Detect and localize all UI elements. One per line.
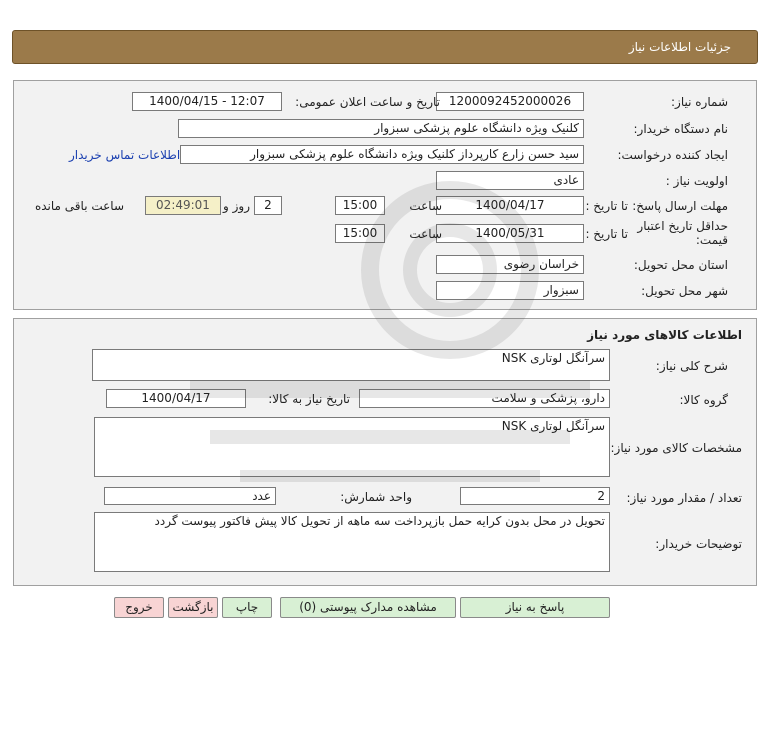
price-validity-label-2: قیمت: [695,233,728,247]
unit-label: واحد شمارش: [340,490,412,504]
days-remaining-field: 2 [254,196,282,215]
reply-deadline-label: مهلت ارسال پاسخ: [632,199,728,213]
goods-group-label: گروه کالا: [679,393,728,407]
validity-time-field: 15:00 [335,224,385,243]
city-field: سبزوار [436,281,584,300]
reply-date-field: 1400/04/17 [436,196,584,215]
remaining-time-field: 02:49:01 [145,196,221,215]
price-validity-label-1: حداقل تاریخ اعتبار [637,219,728,233]
unit-field: عدد [104,487,276,505]
province-label: استان محل تحویل: [633,258,728,272]
reply-time-label: ساعت [409,199,442,213]
requester-field: سید حسن زارع کارپرداز کلنیک ویژه دانشگاه علوم پزشکی سبزوار [180,145,584,164]
page-header [12,30,758,64]
goods-group-field: دارو، پزشکی و سلامت [359,389,610,408]
validity-date-field: 1400/05/31 [436,224,584,243]
buyer-org-label: نام دستگاه خریدار: [633,122,728,136]
need-number-label: شماره نیاز: [671,95,728,109]
priority-label: اولویت نیاز : [665,174,728,188]
goods-section-title: اطلاعات کالاهای مورد نیاز [587,328,742,342]
need-details-panel [13,80,757,310]
validity-time-label: ساعت [409,227,442,241]
reply-time-field: 15:00 [335,196,385,215]
days-and-label: روز و [223,199,250,213]
need-date-field: 1400/04/17 [106,389,246,408]
buyer-org-field: کلنیک ویژه دانشگاه علوم پزشکی سبزوار [178,119,584,138]
priority-field: عادی [436,171,584,190]
province-field: خراسان رضوی [436,255,584,274]
back-button[interactable]: بازگشت [168,597,218,618]
buyer-contact-link[interactable]: اطلاعات تماس خریدار [69,148,181,162]
exit-button[interactable]: خروج [114,597,164,618]
quantity-label: تعداد / مقدار مورد نیاز: [626,491,742,505]
print-button[interactable]: چاپ [222,597,272,618]
requester-label: ایجاد کننده درخواست: [617,148,728,162]
announce-datetime-field: 1400/04/15 - 12:07 [132,92,282,111]
view-attachments-button[interactable]: مشاهده مدارک پیوستی (0) [280,597,456,618]
buyer-notes-label: توضیحات خریدار: [655,537,742,551]
validity-until-date-label: تا تاریخ : [585,227,628,241]
specs-label: مشخصات کالای مورد نیاز: [610,441,742,455]
remaining-time-label: ساعت باقی مانده [34,199,124,213]
need-number-field: 1200092452000026 [436,92,584,111]
summary-label: شرح کلی نیاز: [655,359,728,373]
goods-panel [13,318,757,586]
specs-field: سرآنگل لوتاری NSK [94,417,610,477]
quantity-field: 2 [460,487,610,505]
reply-until-date-label: تا تاریخ : [585,199,628,213]
announce-datetime-label: تاریخ و ساعت اعلان عمومی: [295,95,440,109]
city-label: شهر محل تحویل: [641,284,728,298]
summary-field: سرآنگل لوتاری NSK [92,349,610,381]
page-title: جزئیات اطلاعات نیاز [628,40,731,54]
need-date-label: تاریخ نیاز به کالا: [268,392,350,406]
buyer-notes-field: تحویل در محل بدون کرایه حمل بازپرداخت سه ماهه از تحویل کالا پیش فاکتور پیوست گردد [94,512,610,572]
reply-button[interactable]: پاسخ به نیاز [460,597,610,618]
